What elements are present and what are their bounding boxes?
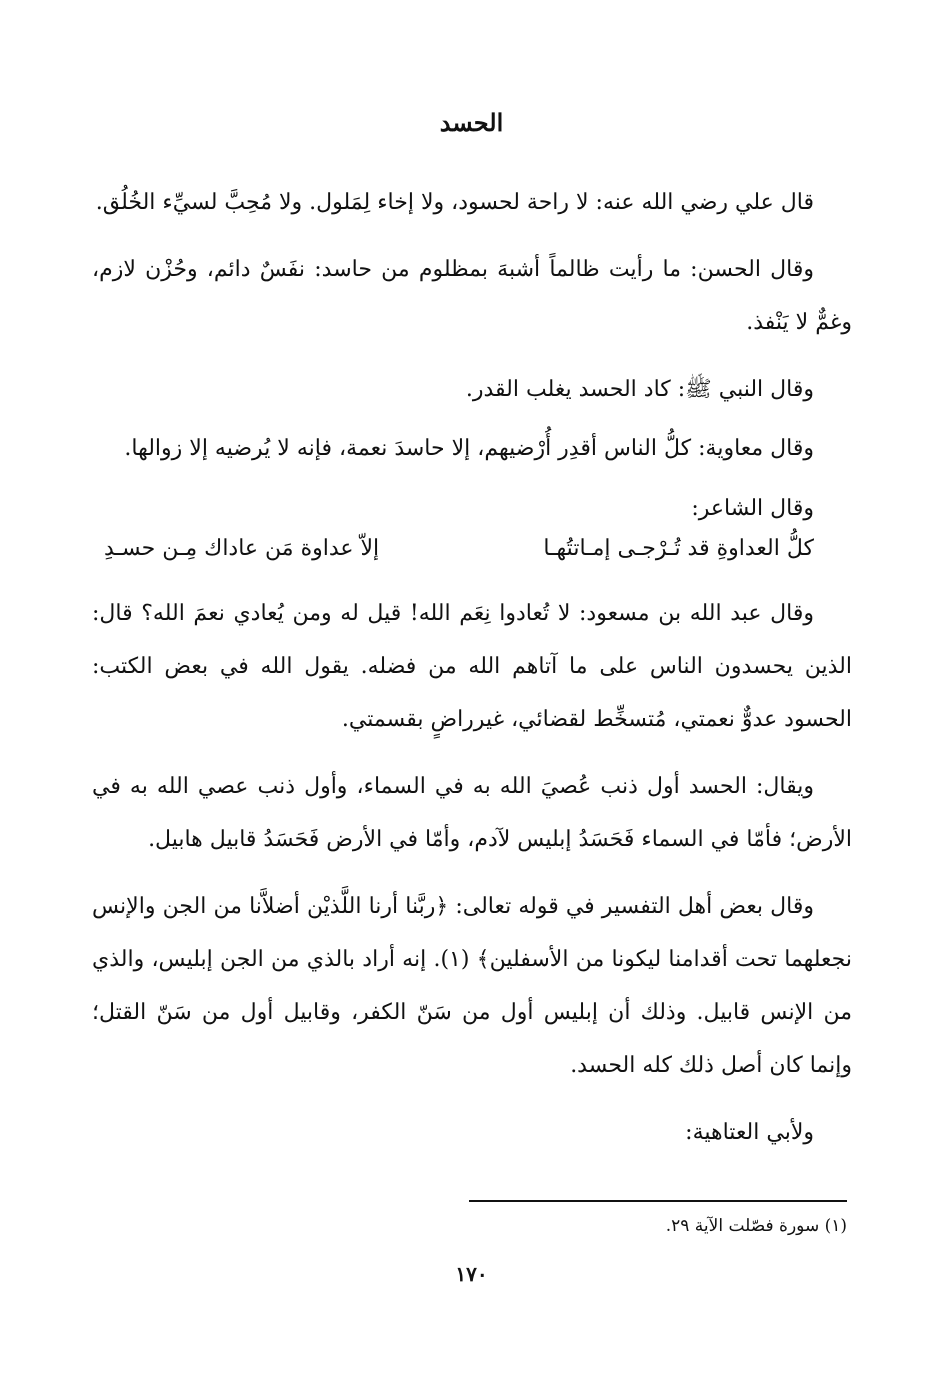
footnote: (١) سورة فصّلت الآية ٢٩.: [665, 1216, 847, 1236]
paragraph-ali: قال علي رضي الله عنه: لا راحة لحسود، ولا إخاء لِمَلول. ولا مُحِبَّ لسيِّء الخُلُق.: [95, 190, 814, 215]
paragraph-tafsir: وقال بعض أهل التفسير في قوله تعالى: ﴿ربَّنا أرنا اللَّذيْن أضلاَّنا من الجن والإنس نجعلهما تحت أقدامنا ليكونا من الأسفلين﴾ (١). إنه أراد بالذي من الجن إبليس، والذي من الإنس قابيل. وذلك أن إبليس أول من سَنّ الكفر، وقابيل أول من سَنّ القتل؛ وإنما كان أصل ذلك كله الحسد.: [92, 894, 852, 1078]
poem-verse: [92, 529, 852, 569]
paragraph-hasan: وقال الحسن: ما رأيت ظالماً أشبهَ بمظلوم من حاسد: نفَسٌ دائم، وحُزْن لازم، وغمٌّ لا يَنْفذ.: [92, 257, 852, 335]
verse-hemistich-right: كلُّ العداوةِ قد تُـرْجـى إمـاتتُهـا: [543, 536, 814, 561]
paragraph-ibn-masud: وقال عبد الله بن مسعود: لا تُعادوا نِعَم الله! قيل له ومن يُعادي نعمَ الله؟ قال: الذين يحسدون الناس على ما آتاهم الله من فضله. يقول الله في بعض الكتب: الحسود عدوٌّ نعمتي، مُتسخِّط لقضائي، غيرراضٍ بقسمتي.: [92, 601, 852, 732]
paragraph-muawiya: وقال معاوية: كلُّ الناس أقدِر أُرْضيهم، إلا حاسدَ نعمة، فإنه لا يُرضيه إلا زوالها.: [124, 436, 814, 461]
footnote-divider: [469, 1200, 847, 1202]
poet-intro: وقال الشاعر:: [691, 496, 814, 521]
poet-intro-abu-atahiya: ولأبي العتاهية:: [685, 1120, 814, 1145]
body-text: [92, 176, 852, 1173]
paragraph-prophet: وقال النبي ﷺ: كاد الحسد يغلب القدر.: [465, 377, 814, 402]
verse-hemistich-left: إلاّ عداوة مَن عاداك مِـن حسـدِ: [104, 536, 380, 561]
running-title: الحسد: [439, 108, 504, 137]
paragraph-first-sin: ويقال: الحسد أول ذنب عُصيَ الله به في السماء، وأول ذنب عصي الله به في الأرض؛ فأمّا في السماء فَحَسَدُ إبليس لآدم، وأمّا في الأرض فَحَسَدُ قابيل هابيل.: [92, 774, 852, 852]
page-number: ١٧٠: [455, 1262, 488, 1286]
